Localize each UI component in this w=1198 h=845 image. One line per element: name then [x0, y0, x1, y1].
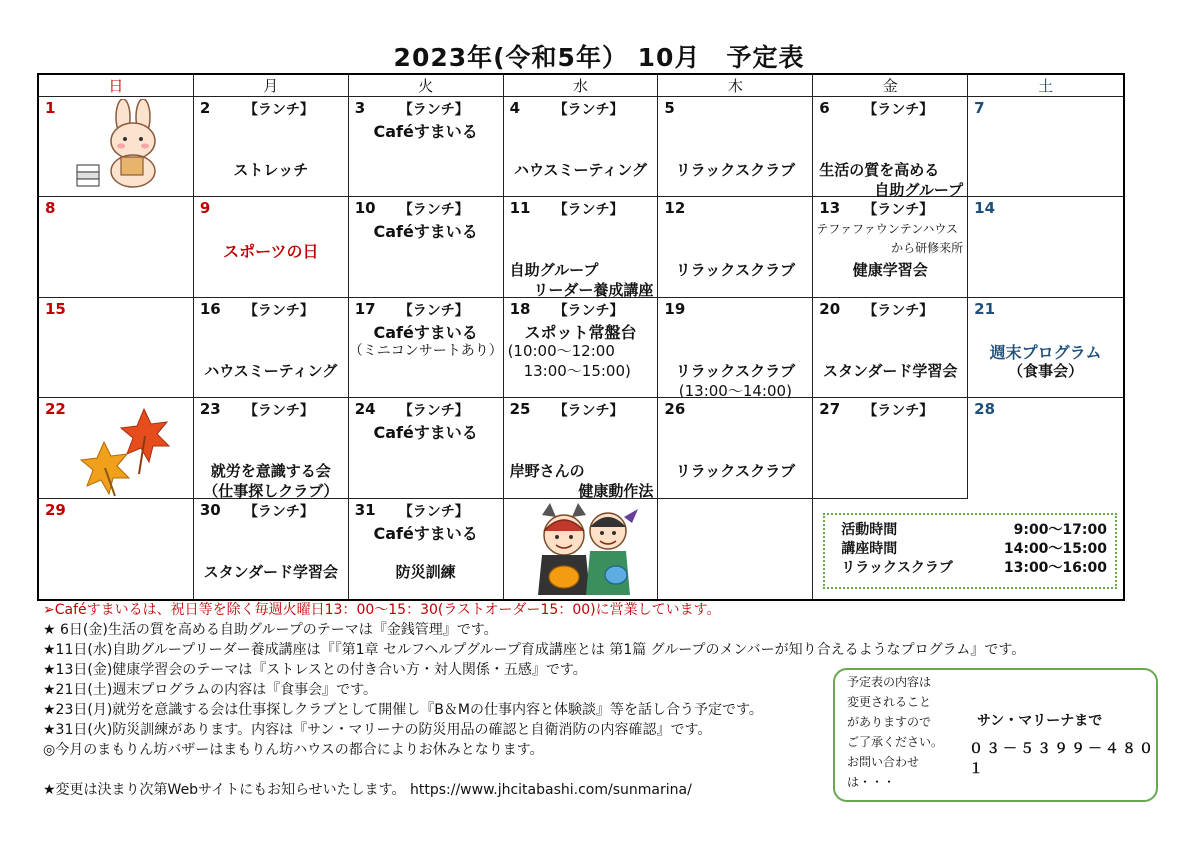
day-cell-20 [813, 298, 968, 398]
day-number: 29 [45, 500, 66, 519]
day-number: 16 [199, 299, 221, 318]
lunch-label: 【ランチ】 [553, 102, 624, 118]
hours-row: 講座時間 14:00～15:00 [841, 540, 1107, 557]
lunch-label: 【ランチ】 [243, 403, 314, 420]
lunch-label: 【ランチ】 [243, 302, 314, 319]
event-house-meeting: ハウスミーティング [513, 161, 648, 179]
event-mini-concert: （ミニコンサートあり） [348, 342, 503, 359]
event-relax-club: リラックスクラブ [675, 161, 796, 179]
day-cell-14 [968, 197, 1123, 297]
weekday-sun: 日 [39, 75, 194, 97]
event-cafe: Caféすまいる [373, 222, 478, 242]
day-cell-28 [968, 398, 1123, 498]
day-cell-6 [813, 97, 968, 197]
event-standard-study: スタンダード学習会 [823, 361, 958, 380]
empty-cell [658, 499, 813, 599]
lunch-label: 【ランチ】 [553, 302, 624, 319]
lunch-label: 【ランチ】 [398, 202, 469, 219]
day-number: 21 [974, 299, 996, 318]
event-health-study: 健康学習会 [852, 261, 928, 280]
event-spot-time2: 13:00～15:00) [523, 361, 631, 380]
event-seikatsu-line1: 生活の質を高める [819, 161, 940, 179]
day-cell-31 [349, 499, 504, 599]
day-cell-12 [658, 197, 813, 297]
day-number: 23 [199, 400, 221, 419]
contact-message: 予定表の内容は 変更されること がありますので ご了承ください。 お問い合わせ は・・・ [847, 675, 944, 789]
day-cell-30 [194, 499, 349, 599]
day-cell-2 [194, 97, 349, 197]
note-website: ★変更は決まり次第Webサイトにもお知らせいたします。 https://www.jhcitabashi.com/sunmarina/ [43, 782, 692, 798]
day-number: 30 [199, 500, 221, 519]
day-number: 25 [509, 400, 531, 419]
event-tefa-line2: から研修来所 [891, 241, 964, 256]
hours-row: リラックスクラブ 13:00～16:00 [841, 559, 1107, 576]
event-relax-club: リラックスクラブ [675, 462, 796, 481]
day-number: 17 [354, 299, 376, 318]
day-number: 12 [664, 199, 686, 218]
lunch-label: 【ランチ】 [863, 102, 934, 118]
note-cafe: ➢Caféすまいるは、祝日等を除く毎週火曜日13：00～15：30(ラストオーダー15：00)に営業しています。 [43, 602, 721, 618]
halloween-cell [504, 499, 659, 599]
note-item: ★ 6日(金)生活の質を高める自助グループのテーマは『金銭管理』です。 [43, 622, 498, 638]
day-number: 19 [664, 299, 686, 318]
day-number: 4 [509, 99, 520, 117]
day-number: 8 [45, 199, 56, 218]
event-relax-time: (13:00～14:00) [678, 381, 792, 400]
note-item: ★21日(土)週末プログラムの内容は『食事会』です。 [43, 682, 378, 698]
event-shuro-line1: 就労を意識する会 [210, 462, 331, 481]
note-item: ★31日(火)防災訓練があります。内容は『サン・マリーナの防災用品の確認と自衛消防の内容確認』です。 [43, 722, 712, 738]
event-cafe: Caféすまいる [373, 423, 478, 443]
weekday-mon: 月 [194, 75, 349, 97]
day-number: 1 [45, 99, 56, 117]
event-relax-club: リラックスクラブ [675, 361, 796, 380]
day-cell-22 [39, 398, 194, 498]
day-number: 2 [199, 99, 211, 117]
lunch-label: 【ランチ】 [553, 403, 624, 420]
day-cell-17 [349, 298, 504, 398]
weekday-tue: 火 [349, 75, 504, 97]
day-number: 28 [974, 400, 996, 419]
lunch-label: 【ランチ】 [863, 202, 934, 219]
lunch-label: 【ランチ】 [398, 503, 469, 520]
note-item: ★13日(金)健康学習会のテーマは『ストレスとの付き合い方・対人関係・五感』です。 [43, 662, 587, 678]
event-seikatsu-line2: 自助グループ [874, 181, 964, 199]
day-number: 18 [509, 299, 531, 318]
day-cell-11 [504, 197, 659, 300]
day-number: 3 [354, 99, 366, 117]
rabbit-reading-illustration [65, 99, 185, 189]
day-cell-18 [504, 298, 659, 398]
note-item: ★23日(月)就労を意識する会は仕事探しクラブとして開催し『B＆Mの仕事内容と体験談』等を話し合う予定です。 [43, 702, 763, 718]
lunch-label: 【ランチ】 [863, 302, 934, 319]
day-number: 6 [819, 99, 830, 117]
weekday-fri: 金 [813, 75, 968, 97]
day-cell-24 [349, 398, 504, 498]
lunch-label: 【ランチ】 [243, 102, 314, 118]
day-cell-13 [813, 197, 968, 297]
day-number: 31 [354, 500, 376, 519]
event-cafe: Caféすまいる [373, 322, 478, 342]
weekday-sat: 土 [968, 75, 1123, 97]
contact-name: サン・マリーナまで [977, 713, 1103, 729]
day-number: 13 [819, 199, 841, 218]
day-cell-9 [194, 197, 349, 297]
event-shuro-line2: （仕事探しクラブ） [203, 482, 339, 501]
event-weekend-program: 週末プログラム [989, 342, 1102, 362]
event-house-meeting: ハウスミーティング [204, 361, 338, 380]
day-cell-19 [658, 298, 813, 398]
day-number: 10 [354, 199, 376, 218]
autumn-leaves-illustration [69, 404, 179, 499]
event-kishino-line2: 健康動作法 [578, 482, 654, 501]
halloween-kids-illustration [516, 501, 646, 597]
day-number: 24 [354, 400, 376, 419]
day-cell-23 [194, 398, 349, 501]
event-cafe: Caféすまいる [373, 523, 478, 543]
contact-phone: ０３－５３９９－４８０１ [969, 741, 1156, 777]
contact-box [833, 668, 1158, 802]
lunch-label: 【ランチ】 [553, 202, 624, 219]
day-number: 26 [664, 400, 686, 419]
day-cell-4 [504, 97, 659, 197]
day-cell-10 [349, 197, 504, 297]
weekday-thu: 木 [658, 75, 813, 97]
lunch-label: 【ランチ】 [398, 302, 469, 319]
day-number: 9 [199, 199, 211, 218]
day-cell-25 [504, 398, 659, 501]
day-cell-1 [39, 97, 194, 197]
event-kishino-line1: 岸野さんの [509, 462, 585, 481]
day-number: 5 [664, 99, 675, 117]
lunch-label: 【ランチ】 [398, 403, 469, 420]
event-cafe: Caféすまいる [373, 122, 478, 141]
day-cell-16 [194, 298, 349, 398]
day-cell-29 [39, 499, 194, 599]
day-cell-3 [349, 97, 504, 197]
event-disaster-drill: 防災訓練 [395, 562, 456, 581]
day-number: 15 [45, 299, 66, 318]
hours-row: 活動時間 9:00～17:00 [841, 521, 1107, 538]
day-cell-8 [39, 197, 194, 297]
day-cell-15 [39, 298, 194, 398]
day-number: 27 [819, 400, 841, 419]
lunch-label: 【ランチ】 [398, 102, 469, 118]
day-number: 14 [974, 199, 996, 218]
hours-cell [813, 499, 1123, 599]
day-number: 20 [819, 299, 841, 318]
hours-box [823, 513, 1117, 589]
event-jijo-line2: リーダー養成講座 [533, 281, 654, 300]
event-relax-club: リラックスクラブ [675, 261, 796, 280]
lunch-label: 【ランチ】 [863, 403, 934, 420]
day-number: 11 [509, 199, 531, 218]
day-number: 22 [45, 400, 66, 419]
day-cell-26 [658, 398, 813, 498]
day-cell-21 [968, 298, 1123, 398]
calendar-grid [37, 73, 1125, 601]
event-standard-study: スタンダード学習会 [203, 562, 338, 581]
event-stretch: ストレッチ [233, 161, 309, 179]
event-spot-time1: (10:00～12:00 [507, 341, 615, 360]
day-cell-5 [658, 97, 813, 197]
event-weekend-meal: （食事会） [1008, 361, 1084, 380]
day-cell-27 [813, 398, 968, 498]
day-cell-7 [968, 97, 1123, 197]
event-tefa-line1: テファファウンテンハウス [816, 222, 959, 237]
day-number: 7 [974, 99, 985, 117]
event-jijo-line1: 自助グループ [509, 261, 599, 280]
note-item: ◎今月のまもりん坊バザーはまもりん坊ハウスの都合によりお休みとなります。 [43, 742, 544, 758]
weekday-wed: 水 [504, 75, 659, 97]
event-sports-day: スポーツの日 [223, 242, 319, 262]
note-item: ★11日(水)自助グループリーダー養成講座は『『第1章 セルフヘルプグループ育成講座とは 第1篇 グループのメンバーが知り合えるようなプログラム』です。 [43, 642, 1026, 658]
event-spot-tokiwadai: スポット常盤台 [524, 322, 637, 342]
page-title: 2023年(令和5年） 10月 予定表 [393, 43, 805, 72]
lunch-label: 【ランチ】 [243, 503, 314, 520]
